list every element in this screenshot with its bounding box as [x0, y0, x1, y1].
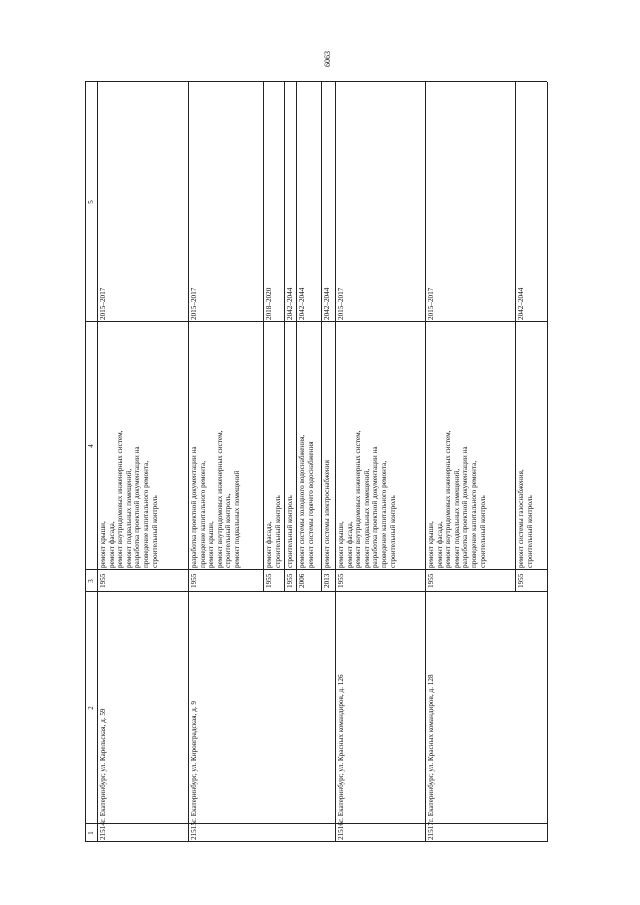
row-border: [335, 82, 336, 842]
header-col-1: 1: [87, 831, 95, 835]
row-works: ремонт крыши, ремонт фасада, ремонт внутридомовых инженерных систем, ремонт подвальных помещений, разработка проектной документации на проведение капитального ремонта, строительный контроль: [427, 430, 487, 568]
row-works: разработка проектной документации на проведение капитального ремонта, ремонт крыши, ремонт внутридомовых инженерных систем, строительный контроль, ремонт подвальных помещений: [190, 430, 241, 568]
row-period: 2015–2017: [99, 287, 107, 320]
row-period: 2015–2017: [427, 287, 435, 320]
row-works: ремонт системы электроснабжения: [323, 460, 331, 568]
row-works: ремонт системы газоснабжения, строительный контроль: [517, 469, 534, 568]
row-works: ремонт крыши, ремонт фасада, ремонт внутридомовых инженерных систем, ремонт подвальных помещений, разработка проектной документации на проведение капитального ремонта, строительный контроль: [99, 430, 159, 568]
row-year: 1955: [337, 573, 345, 588]
row-period: 2042–2044: [286, 287, 294, 320]
subrow-border: [296, 82, 297, 592]
row-year: 1955: [99, 573, 107, 588]
row-period: 2042–2044: [298, 287, 306, 320]
subrow-border: [321, 82, 322, 592]
row-period: 2018–2020: [265, 287, 273, 320]
row-works: ремонт системы холодного водоснабжения, ремонт системы горячего водоснабжения: [298, 434, 315, 568]
row-year: 2006: [298, 573, 306, 588]
row-year: 1955: [190, 573, 198, 588]
row-number: 21515.: [190, 820, 198, 840]
row-number: 21517.: [427, 820, 435, 840]
page-number: 6063: [323, 51, 332, 67]
subrow-border: [284, 82, 285, 592]
row-border: [188, 82, 189, 842]
repair-schedule-table: [85, 82, 547, 842]
header-col-2: 2: [87, 706, 95, 710]
row-year: 1955: [427, 573, 435, 588]
row-number: 21514.: [99, 820, 107, 840]
row-address: г. Екатеринбург, ул. Красных командиров, д. 128: [427, 674, 435, 822]
row-address: г. Екатеринбург, ул. Карельская, д. 59: [99, 708, 107, 822]
row-year: 1955: [265, 573, 273, 588]
header-col-3: 3: [87, 579, 95, 583]
row-address: г. Екатеринбург, ул. Кировградская, д. 9: [190, 700, 198, 822]
row-number: 21516.: [337, 820, 345, 840]
row-year: 1955: [517, 573, 525, 588]
subrow-border: [263, 82, 264, 592]
row-period: 2042–2044: [323, 287, 331, 320]
row-period: 2015–2017: [337, 287, 345, 320]
row-period: 2015–2017: [190, 287, 198, 320]
table-bottom-border: [547, 82, 548, 842]
row-works: ремонт крыши, ремонт фасада, ремонт внутридомовых инженерных систем, ремонт подвальных помещений, разработка проектной документации на проведение капитального ремонта, строительный контроль: [337, 430, 397, 568]
header-col-4: 4: [87, 444, 95, 448]
row-address: г. Екатеринбург, ул. Красных командиров, д. 126: [337, 674, 345, 822]
header-separator: [97, 82, 98, 842]
row-year: 2013: [323, 573, 331, 588]
row-works: строительный контроль: [286, 495, 294, 568]
subrow-border: [515, 82, 516, 592]
row-year: 1955: [286, 573, 294, 588]
header-col-5: 5: [87, 200, 95, 204]
row-period: 2042–2044: [517, 287, 525, 320]
row-border: [425, 82, 426, 842]
row-works: ремонт фасада, строительный контроль: [265, 495, 282, 568]
